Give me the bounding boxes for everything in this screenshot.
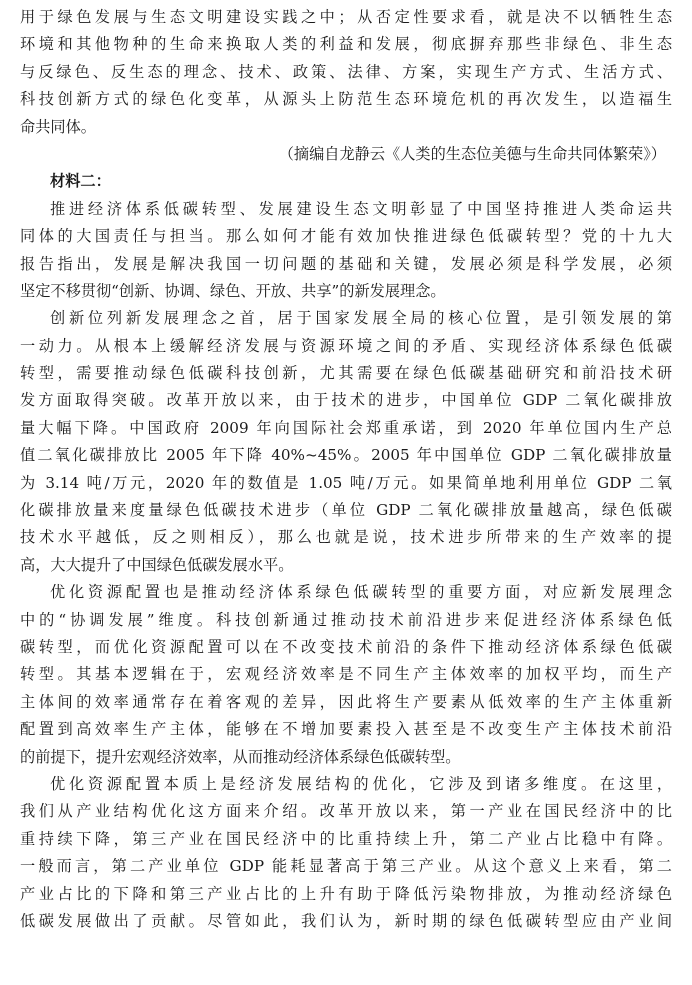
text-line: 化碳排放量来度量绿色低碳技术进步（单位 GDP 二氧化碳排放量越高，绿色低碳 <box>20 501 672 520</box>
text-line: 我们从产业结构优化这方面来介绍。改革开放以来，第一产业在国民经济中的比 <box>20 802 672 821</box>
text-line: 命共同体。 <box>20 117 96 136</box>
text-line: 高，大大提升了中国绿色低碳发展水平。 <box>20 555 294 574</box>
text-line: 碳转型，而优化资源配置可以在不改变技术前沿的条件下推动经济体系绿色低碳 <box>20 637 672 656</box>
text-line: 一般而言，第二产业单位 GDP 能耗显著高于第三产业。从这个意义上来看，第二 <box>20 857 672 876</box>
text-line: 的前提下，提升宏观经济效率，从而推动经济体系绿色低碳转型。 <box>20 747 461 766</box>
text-line: 技术水平越低，反之则相反），那么也就是说，技术进步所带来的生产效率的提 <box>20 528 672 547</box>
text-line: 发方面取得突破。改革开放以来，由于技术的进步，中国单位 GDP 二氧化碳排放 <box>20 391 672 410</box>
text-line: 创新位列新发展理念之首，居于国家发展全局的核心位置，是引领发展的第 <box>50 309 672 328</box>
text-line: 推进经济体系低碳转型、发展建设生态文明彰显了中国坚持推进人类命运共 <box>50 199 672 218</box>
text-line: 主体间的效率通常存在着客观的差异，因此将生产要素从低效率的生产主体重新 <box>20 692 672 711</box>
text-line: 与反绿色、反生态的理念、技术、政策、法律、方案，实现生产方式、生活方式、 <box>20 62 672 81</box>
text-line: 同体的大国责任与担当。那么如何才能有效加快推进绿色低碳转型？党的十九大 <box>20 227 672 246</box>
text-line: 优化资源配置也是推动经济体系绿色低碳转型的重要方面，对应新发展理念 <box>50 583 672 602</box>
document-page <box>20 4 672 935</box>
text-line: 值二氧化碳排放比 2005 年下降 40%~45%。2005 年中国单位 GDP 二氧化碳排放量 <box>20 446 672 465</box>
text-line: 量大幅下降。中国政府 2009 年向国际社会郑重承诺，到 2020 年单位国内生产总 <box>20 418 672 437</box>
text-line: 用于绿色发展与生态文明建设实践之中；从否定性要求看，就是决不以牺牲生态 <box>20 8 672 26</box>
text-line: 重持续下降，第三产业在国民经济中的比重持续上升，第二产业占比稳中有降。 <box>20 829 672 848</box>
text-line: 坚定不移贯彻“创新、协调、绿色、开放、共享”的新发展理念。 <box>20 281 446 300</box>
text-line: 中的“协调发展”维度。科技创新通过推动技术前沿进步来促进经济体系绿色低 <box>20 610 672 629</box>
text-line: 配置到高效率生产主体，能够在不增加要素投入甚至是不改变生产主体技术前沿 <box>20 720 672 739</box>
text-line: 科技创新方式的绿色化变革，从源头上防范生态环境危机的再次发生，以造福生 <box>20 90 672 109</box>
text-line: 优化资源配置本质上是经济发展结构的优化，它涉及到诸多维度。在这里， <box>50 774 672 793</box>
section-heading: 材料二： <box>50 172 111 191</box>
text-line: 低碳发展做出了贡献。尽管如此，我们认为，新时期的绿色低碳转型应由产业间 <box>20 911 672 930</box>
text-line: 产业占比的下降和第三产业占比的上升有助于降低污染物排放，为推动经济绿色 <box>20 884 672 903</box>
text-line: 环境和其他物种的生命来换取人类的利益和发展，彻底摒弃那些非绿色、非生态 <box>20 35 672 54</box>
citation-line: （摘编自龙静云《人类的生态位美德与生命共同体繁荣》） <box>278 144 666 163</box>
text-line: 一动力。从根本上缓解经济发展与资源环境之间的矛盾、实现经济体系绿色低碳 <box>20 336 672 355</box>
text-line: 报告指出，发展是解决我国一切问题的基础和关键，发展必须是科学发展，必须 <box>20 254 672 273</box>
text-line: 转型。其基本逻辑在于，宏观经济效率是不同生产主体效率的加权平均，而生产 <box>20 665 672 684</box>
text-line: 为 3.14 吨/万元，2020 年的数值是 1.05 吨/万元。如果简单地利用单位 GDP 二氧 <box>20 473 672 492</box>
text-line: 转型，需要推动绿色低碳科技创新，尤其需要在绿色低碳基础研究和前沿技术研 <box>20 364 672 383</box>
